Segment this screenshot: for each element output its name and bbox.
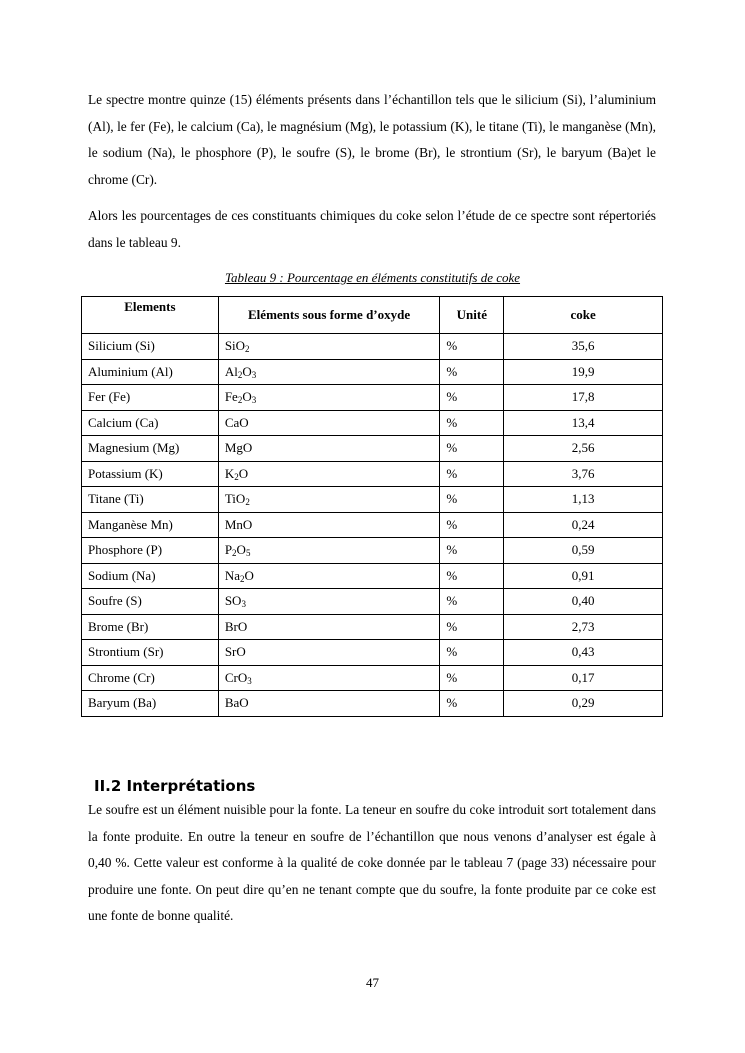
cell-coke-value: 13,4 <box>504 410 663 436</box>
cell-element: Strontium (Sr) <box>82 640 219 666</box>
table-row <box>82 334 663 360</box>
interpretation-paragraph: Le soufre est un élément nuisible pour la fonte. La teneur en soufre du coke introduit sort totalement dans la fonte produite. En outre la teneur en soufre de l’échantillon que nous venons d’analyser est égale à 0,40 %. Cette valeur est conforme à la qualité de coke donnée par le tableau 7 (page 33) nécessaire pour produire une fonte. On peut dire qu’en ne tenant compte que du soufre, la fonte produite par ce coke est une fonte de bonne qualité. <box>88 802 656 923</box>
table-row <box>82 436 663 462</box>
header-elements: Elements <box>82 297 219 334</box>
table-row <box>82 589 663 615</box>
cell-unit: % <box>440 512 504 538</box>
cell-element: Baryum (Ba) <box>82 691 219 717</box>
cell-coke-value: 17,8 <box>504 385 663 411</box>
cell-element: Calcium (Ca) <box>82 410 219 436</box>
table-row <box>82 563 663 589</box>
cell-unit: % <box>440 665 504 691</box>
cell-coke-value: 1,13 <box>504 487 663 513</box>
table-row <box>82 385 663 411</box>
cell-oxide: MgO <box>218 436 440 462</box>
page-number: 47 <box>366 975 379 990</box>
cell-oxide: $Na_2O$ <box>218 563 440 589</box>
composition-table <box>81 296 663 717</box>
table-header-row <box>82 297 663 334</box>
section-heading: II.2 Interprétations <box>94 777 256 795</box>
cell-unit: % <box>440 538 504 564</box>
cell-element: Potassium (K) <box>82 461 219 487</box>
cell-unit: % <box>440 334 504 360</box>
cell-unit: % <box>440 589 504 615</box>
cell-oxide: $P_2O_5$ <box>218 538 440 564</box>
cell-oxide: $Al_2O_3$ <box>218 359 440 385</box>
table-row <box>82 665 663 691</box>
cell-oxide: CaO <box>218 410 440 436</box>
cell-unit: % <box>440 691 504 717</box>
cell-coke-value: 0,29 <box>504 691 663 717</box>
cell-element: Fer (Fe) <box>82 385 219 411</box>
table-caption: Tableau 9 : Pourcentage en éléments constitutifs de coke <box>224 270 521 285</box>
cell-element: Magnesium (Mg) <box>82 436 219 462</box>
cell-oxide: MnO <box>218 512 440 538</box>
cell-element: Aluminium (Al) <box>82 359 219 385</box>
cell-oxide: BaO <box>218 691 440 717</box>
cell-oxide: TiO$_2$ <box>218 487 440 513</box>
cell-coke-value: 0,40 <box>504 589 663 615</box>
cell-element: Sodium (Na) <box>82 563 219 589</box>
cell-coke-value: 0,24 <box>504 512 663 538</box>
cell-oxide: $K_2O$ <box>218 461 440 487</box>
cell-coke-value: 19,9 <box>504 359 663 385</box>
cell-unit: % <box>440 359 504 385</box>
cell-element: Phosphore (P) <box>82 538 219 564</box>
cell-unit: % <box>440 487 504 513</box>
header-coke: coke <box>504 297 663 334</box>
cell-coke-value: 2,56 <box>504 436 663 462</box>
cell-element: Chrome (Cr) <box>82 665 219 691</box>
cell-element: Manganèse Mn) <box>82 512 219 538</box>
header-unit: Unité <box>440 297 504 334</box>
cell-coke-value: 0,91 <box>504 563 663 589</box>
table-row <box>82 359 663 385</box>
cell-oxide: SrO <box>218 640 440 666</box>
cell-coke-value: 0,17 <box>504 665 663 691</box>
table-row <box>82 410 663 436</box>
cell-element: Soufre (S) <box>82 589 219 615</box>
table-row <box>82 487 663 513</box>
cell-oxide: $Fe_2O_3$ <box>218 385 440 411</box>
cell-element: Brome (Br) <box>82 614 219 640</box>
cell-unit: % <box>440 410 504 436</box>
cell-coke-value: 3,76 <box>504 461 663 487</box>
cell-coke-value: 35,6 <box>504 334 663 360</box>
cell-unit: % <box>440 461 504 487</box>
cell-unit: % <box>440 385 504 411</box>
cell-element: Silicium (Si) <box>82 334 219 360</box>
cell-unit: % <box>440 436 504 462</box>
table-row <box>82 691 663 717</box>
header-oxide: Eléments sous forme d’oxyde <box>218 297 440 334</box>
cell-coke-value: 0,59 <box>504 538 663 564</box>
table-row <box>82 512 663 538</box>
cell-coke-value: 2,73 <box>504 614 663 640</box>
cell-element: Titane (Ti) <box>82 487 219 513</box>
table-row <box>82 461 663 487</box>
cell-unit: % <box>440 614 504 640</box>
cell-oxide: BrO <box>218 614 440 640</box>
table-body <box>82 334 663 717</box>
summary-paragraph: Alors les pourcentages de ces constituants chimiques du coke selon l’étude de ce spectre sont répertoriés dans le tableau 9. <box>88 208 656 250</box>
table-row <box>82 640 663 666</box>
cell-unit: % <box>440 640 504 666</box>
table-row <box>82 614 663 640</box>
cell-oxide: CrO$_3$ <box>218 665 440 691</box>
cell-unit: % <box>440 563 504 589</box>
cell-coke-value: 0,43 <box>504 640 663 666</box>
intro-paragraph: Le spectre montre quinze (15) éléments présents dans l’échantillon tels que le silicium (Si), l’aluminium (Al), le fer (Fe), le calcium (Ca), le magnésium (Mg), le potassium (K), le titane (Ti), le manganèse (Mn), le sodium (Na), le phosphore (P), le soufre (S), le brome (Br), le strontium (Sr), le baryum (Ba)et le chrome (Cr). <box>88 92 656 187</box>
table-row <box>82 538 663 564</box>
cell-oxide: SiO$_2$ <box>218 334 440 360</box>
cell-oxide: $SO_3$ <box>218 589 440 615</box>
